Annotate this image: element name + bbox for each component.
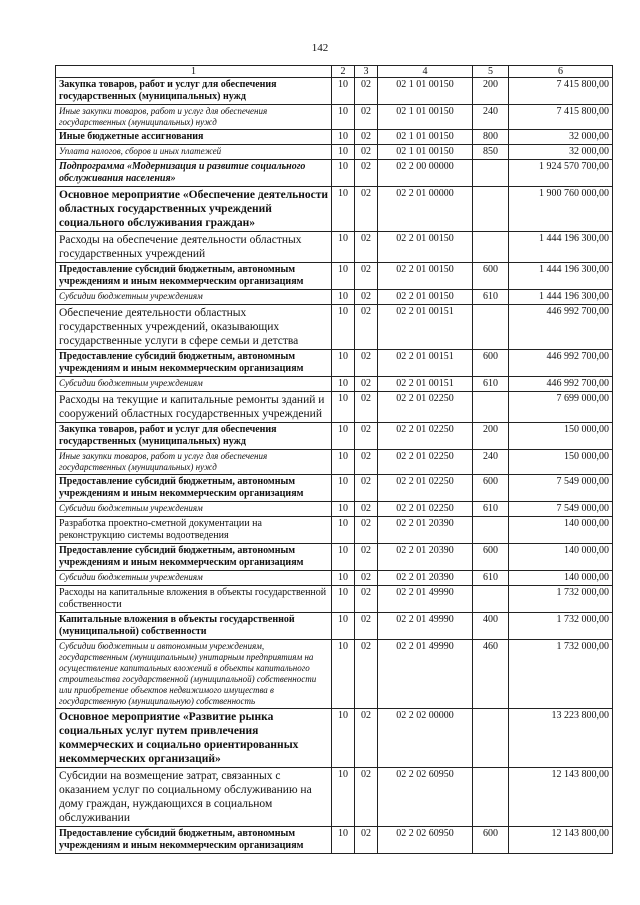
row-section-cell: 10 (332, 187, 355, 232)
row-expense-type-cell (473, 392, 509, 423)
row-target-code-cell: 02 2 02 60950 (378, 768, 473, 827)
row-target-code-cell: 02 2 01 00151 (378, 305, 473, 350)
row-name-cell: Предоставление субсидий бюджетным, автономным учреждениям и иным некоммерческим организациям (56, 263, 332, 290)
row-name-cell: Подпрограмма «Модернизация и развитие социального обслуживания населения» (56, 160, 332, 187)
row-section-cell: 10 (332, 105, 355, 130)
table-row (56, 613, 613, 640)
table-row (56, 517, 613, 544)
row-name-cell: Субсидии бюджетным учреждениям (56, 571, 332, 586)
row-target-code-cell: 02 2 01 02250 (378, 450, 473, 475)
row-subsection-cell: 02 (355, 450, 378, 475)
row-amount-cell: 12 143 800,00 (509, 768, 613, 827)
row-target-code-cell: 02 2 01 00000 (378, 187, 473, 232)
table-row (56, 160, 613, 187)
row-target-code-cell: 02 2 01 49990 (378, 586, 473, 613)
row-subsection-cell: 02 (355, 517, 378, 544)
row-target-code-cell: 02 2 01 02250 (378, 392, 473, 423)
row-section-cell: 10 (332, 827, 355, 854)
row-subsection-cell: 02 (355, 709, 378, 768)
row-target-code-cell: 02 1 01 00150 (378, 105, 473, 130)
row-expense-type-cell: 610 (473, 571, 509, 586)
row-expense-type-cell: 610 (473, 290, 509, 305)
row-amount-cell: 446 992 700,00 (509, 377, 613, 392)
row-subsection-cell: 02 (355, 640, 378, 709)
row-section-cell: 10 (332, 640, 355, 709)
row-expense-type-cell: 600 (473, 350, 509, 377)
table-row (56, 544, 613, 571)
row-subsection-cell: 02 (355, 502, 378, 517)
row-name-cell: Расходы на текущие и капитальные ремонты зданий и сооружений областных государственных учреждений (56, 392, 332, 423)
row-expense-type-cell (473, 768, 509, 827)
row-target-code-cell: 02 2 01 02250 (378, 423, 473, 450)
table-header-row (56, 66, 613, 78)
column-header: 1 (56, 66, 332, 78)
row-name-cell: Капитальные вложения в объекты государственной (муниципальной) собственности (56, 613, 332, 640)
row-subsection-cell: 02 (355, 827, 378, 854)
table-row (56, 350, 613, 377)
row-expense-type-cell: 600 (473, 827, 509, 854)
row-expense-type-cell: 240 (473, 105, 509, 130)
row-name-cell: Основное мероприятие «Развитие рынка социальных услуг путем привлечения коммерческих и социально ориентированных некоммерческих организаций» (56, 709, 332, 768)
row-expense-type-cell: 850 (473, 145, 509, 160)
budget-table (55, 65, 613, 854)
row-target-code-cell: 02 2 01 20390 (378, 517, 473, 544)
row-name-cell: Расходы на капитальные вложения в объекты государственной собственности (56, 586, 332, 613)
row-name-cell: Субсидии бюджетным учреждениям (56, 377, 332, 392)
row-amount-cell: 1 924 570 700,00 (509, 160, 613, 187)
row-name-cell: Предоставление субсидий бюджетным, автономным учреждениям и иным некоммерческим организациям (56, 475, 332, 502)
row-name-cell: Субсидии бюджетным учреждениям (56, 290, 332, 305)
row-section-cell: 10 (332, 263, 355, 290)
row-subsection-cell: 02 (355, 187, 378, 232)
row-subsection-cell: 02 (355, 305, 378, 350)
row-subsection-cell: 02 (355, 160, 378, 187)
row-amount-cell: 13 223 800,00 (509, 709, 613, 768)
row-section-cell: 10 (332, 377, 355, 392)
row-target-code-cell: 02 1 01 00150 (378, 78, 473, 105)
row-subsection-cell: 02 (355, 613, 378, 640)
row-expense-type-cell (473, 586, 509, 613)
row-target-code-cell: 02 2 01 02250 (378, 502, 473, 517)
row-subsection-cell: 02 (355, 475, 378, 502)
row-name-cell: Предоставление субсидий бюджетным, автономным учреждениям и иным некоммерческим организациям (56, 544, 332, 571)
row-target-code-cell: 02 2 01 00150 (378, 290, 473, 305)
column-header: 2 (332, 66, 355, 78)
row-expense-type-cell (473, 305, 509, 350)
row-section-cell: 10 (332, 350, 355, 377)
column-header: 3 (355, 66, 378, 78)
row-amount-cell: 7 549 000,00 (509, 475, 613, 502)
row-section-cell: 10 (332, 145, 355, 160)
row-amount-cell: 140 000,00 (509, 517, 613, 544)
row-expense-type-cell (473, 187, 509, 232)
row-subsection-cell: 02 (355, 544, 378, 571)
row-target-code-cell: 02 2 01 49990 (378, 640, 473, 709)
table-row (56, 423, 613, 450)
row-expense-type-cell (473, 517, 509, 544)
column-header: 5 (473, 66, 509, 78)
row-name-cell: Уплата налогов, сборов и иных платежей (56, 145, 332, 160)
row-subsection-cell: 02 (355, 290, 378, 305)
row-subsection-cell: 02 (355, 571, 378, 586)
row-subsection-cell: 02 (355, 263, 378, 290)
row-section-cell: 10 (332, 130, 355, 145)
row-expense-type-cell: 200 (473, 78, 509, 105)
row-section-cell: 10 (332, 232, 355, 263)
row-expense-type-cell (473, 232, 509, 263)
row-subsection-cell: 02 (355, 392, 378, 423)
row-target-code-cell: 02 2 01 49990 (378, 613, 473, 640)
row-target-code-cell: 02 2 01 00151 (378, 377, 473, 392)
row-amount-cell: 7 415 800,00 (509, 78, 613, 105)
row-amount-cell: 32 000,00 (509, 130, 613, 145)
row-amount-cell: 446 992 700,00 (509, 350, 613, 377)
row-expense-type-cell: 600 (473, 475, 509, 502)
row-target-code-cell: 02 2 01 20390 (378, 571, 473, 586)
row-target-code-cell: 02 2 01 02250 (378, 475, 473, 502)
row-name-cell: Иные закупки товаров, работ и услуг для обеспечения государственных (муниципальных) нужд (56, 105, 332, 130)
page-number: 142 (311, 42, 329, 54)
row-amount-cell: 150 000,00 (509, 423, 613, 450)
row-name-cell: Иные бюджетные ассигнования (56, 130, 332, 145)
row-expense-type-cell: 610 (473, 502, 509, 517)
row-section-cell: 10 (332, 450, 355, 475)
row-target-code-cell: 02 2 01 00150 (378, 263, 473, 290)
row-section-cell: 10 (332, 290, 355, 305)
row-expense-type-cell: 200 (473, 423, 509, 450)
row-subsection-cell: 02 (355, 423, 378, 450)
row-subsection-cell: 02 (355, 377, 378, 392)
row-subsection-cell: 02 (355, 105, 378, 130)
row-subsection-cell: 02 (355, 130, 378, 145)
row-amount-cell: 446 992 700,00 (509, 305, 613, 350)
row-section-cell: 10 (332, 586, 355, 613)
row-expense-type-cell: 400 (473, 613, 509, 640)
table-row (56, 232, 613, 263)
table-row (56, 709, 613, 768)
row-target-code-cell: 02 2 02 00000 (378, 709, 473, 768)
table-row (56, 130, 613, 145)
row-subsection-cell: 02 (355, 232, 378, 263)
row-amount-cell: 7 549 000,00 (509, 502, 613, 517)
row-expense-type-cell (473, 709, 509, 768)
row-amount-cell: 1 732 000,00 (509, 640, 613, 709)
table-row (56, 305, 613, 350)
table-row (56, 78, 613, 105)
row-amount-cell: 12 143 800,00 (509, 827, 613, 854)
table-row (56, 187, 613, 232)
row-subsection-cell: 02 (355, 78, 378, 105)
row-amount-cell: 32 000,00 (509, 145, 613, 160)
table-row (56, 502, 613, 517)
row-name-cell: Закупка товаров, работ и услуг для обеспечения государственных (муниципальных) нужд (56, 78, 332, 105)
row-section-cell: 10 (332, 502, 355, 517)
row-amount-cell: 150 000,00 (509, 450, 613, 475)
row-name-cell: Расходы на обеспечение деятельности областных государственных учреждений (56, 232, 332, 263)
row-amount-cell: 1 900 760 000,00 (509, 187, 613, 232)
row-name-cell: Иные закупки товаров, работ и услуг для обеспечения государственных (муниципальных) нужд (56, 450, 332, 475)
row-name-cell: Субсидии бюджетным учреждениям (56, 502, 332, 517)
row-section-cell: 10 (332, 571, 355, 586)
column-header: 4 (378, 66, 473, 78)
table-row (56, 450, 613, 475)
row-amount-cell: 1 732 000,00 (509, 613, 613, 640)
row-section-cell: 10 (332, 78, 355, 105)
row-name-cell: Основное мероприятие «Обеспечение деятельности областных государственных учреждений социального обслуживания граждан» (56, 187, 332, 232)
row-target-code-cell: 02 2 01 20390 (378, 544, 473, 571)
table-row (56, 827, 613, 854)
table-row (56, 586, 613, 613)
row-amount-cell: 1 444 196 300,00 (509, 263, 613, 290)
row-subsection-cell: 02 (355, 145, 378, 160)
row-expense-type-cell: 240 (473, 450, 509, 475)
row-expense-type-cell: 600 (473, 544, 509, 571)
row-section-cell: 10 (332, 475, 355, 502)
row-section-cell: 10 (332, 709, 355, 768)
row-amount-cell: 140 000,00 (509, 571, 613, 586)
table-row (56, 768, 613, 827)
row-section-cell: 10 (332, 768, 355, 827)
row-expense-type-cell (473, 160, 509, 187)
row-section-cell: 10 (332, 160, 355, 187)
row-name-cell: Закупка товаров, работ и услуг для обеспечения государственных (муниципальных) нужд (56, 423, 332, 450)
table-row (56, 105, 613, 130)
row-target-code-cell: 02 2 02 60950 (378, 827, 473, 854)
row-target-code-cell: 02 1 01 00150 (378, 130, 473, 145)
row-section-cell: 10 (332, 392, 355, 423)
table-row (56, 145, 613, 160)
table-row (56, 290, 613, 305)
row-name-cell: Субсидии бюджетным и автономным учреждениям, государственным (муниципальным) унитарным предприятиям на осуществление капитальных вложений в объекты капитального строительства государственной (муниципальной) собственности или приобретение объектов недвижимого имущества в государственную (муниципальную) собственность (56, 640, 332, 709)
row-name-cell: Предоставление субсидий бюджетным, автономным учреждениям и иным некоммерческим организациям (56, 827, 332, 854)
row-name-cell: Обеспечение деятельности областных государственных учреждений, оказывающих государственные услуги в сфере семьи и детства (56, 305, 332, 350)
table-row (56, 392, 613, 423)
row-amount-cell: 7 699 000,00 (509, 392, 613, 423)
row-subsection-cell: 02 (355, 586, 378, 613)
row-amount-cell: 1 444 196 300,00 (509, 232, 613, 263)
row-section-cell: 10 (332, 517, 355, 544)
row-section-cell: 10 (332, 613, 355, 640)
row-section-cell: 10 (332, 544, 355, 571)
row-expense-type-cell: 610 (473, 377, 509, 392)
table-row (56, 475, 613, 502)
table-row (56, 263, 613, 290)
table-row (56, 640, 613, 709)
row-subsection-cell: 02 (355, 350, 378, 377)
row-amount-cell: 1 732 000,00 (509, 586, 613, 613)
row-target-code-cell: 02 2 01 00151 (378, 350, 473, 377)
table-row (56, 377, 613, 392)
row-name-cell: Предоставление субсидий бюджетным, автономным учреждениям и иным некоммерческим организациям (56, 350, 332, 377)
column-header: 6 (509, 66, 613, 78)
row-section-cell: 10 (332, 423, 355, 450)
row-subsection-cell: 02 (355, 768, 378, 827)
row-amount-cell: 1 444 196 300,00 (509, 290, 613, 305)
row-name-cell: Разработка проектно-сметной документации на реконструкцию системы водоотведения (56, 517, 332, 544)
row-name-cell: Субсидии на возмещение затрат, связанных с оказанием услуг по социальному обслуживанию на дому граждан, нуждающихся в социальном обслуживании (56, 768, 332, 827)
row-target-code-cell: 02 2 01 00150 (378, 232, 473, 263)
row-amount-cell: 7 415 800,00 (509, 105, 613, 130)
row-target-code-cell: 02 2 00 00000 (378, 160, 473, 187)
table-row (56, 571, 613, 586)
row-expense-type-cell: 800 (473, 130, 509, 145)
row-amount-cell: 140 000,00 (509, 544, 613, 571)
row-target-code-cell: 02 1 01 00150 (378, 145, 473, 160)
row-section-cell: 10 (332, 305, 355, 350)
row-expense-type-cell: 460 (473, 640, 509, 709)
row-expense-type-cell: 600 (473, 263, 509, 290)
